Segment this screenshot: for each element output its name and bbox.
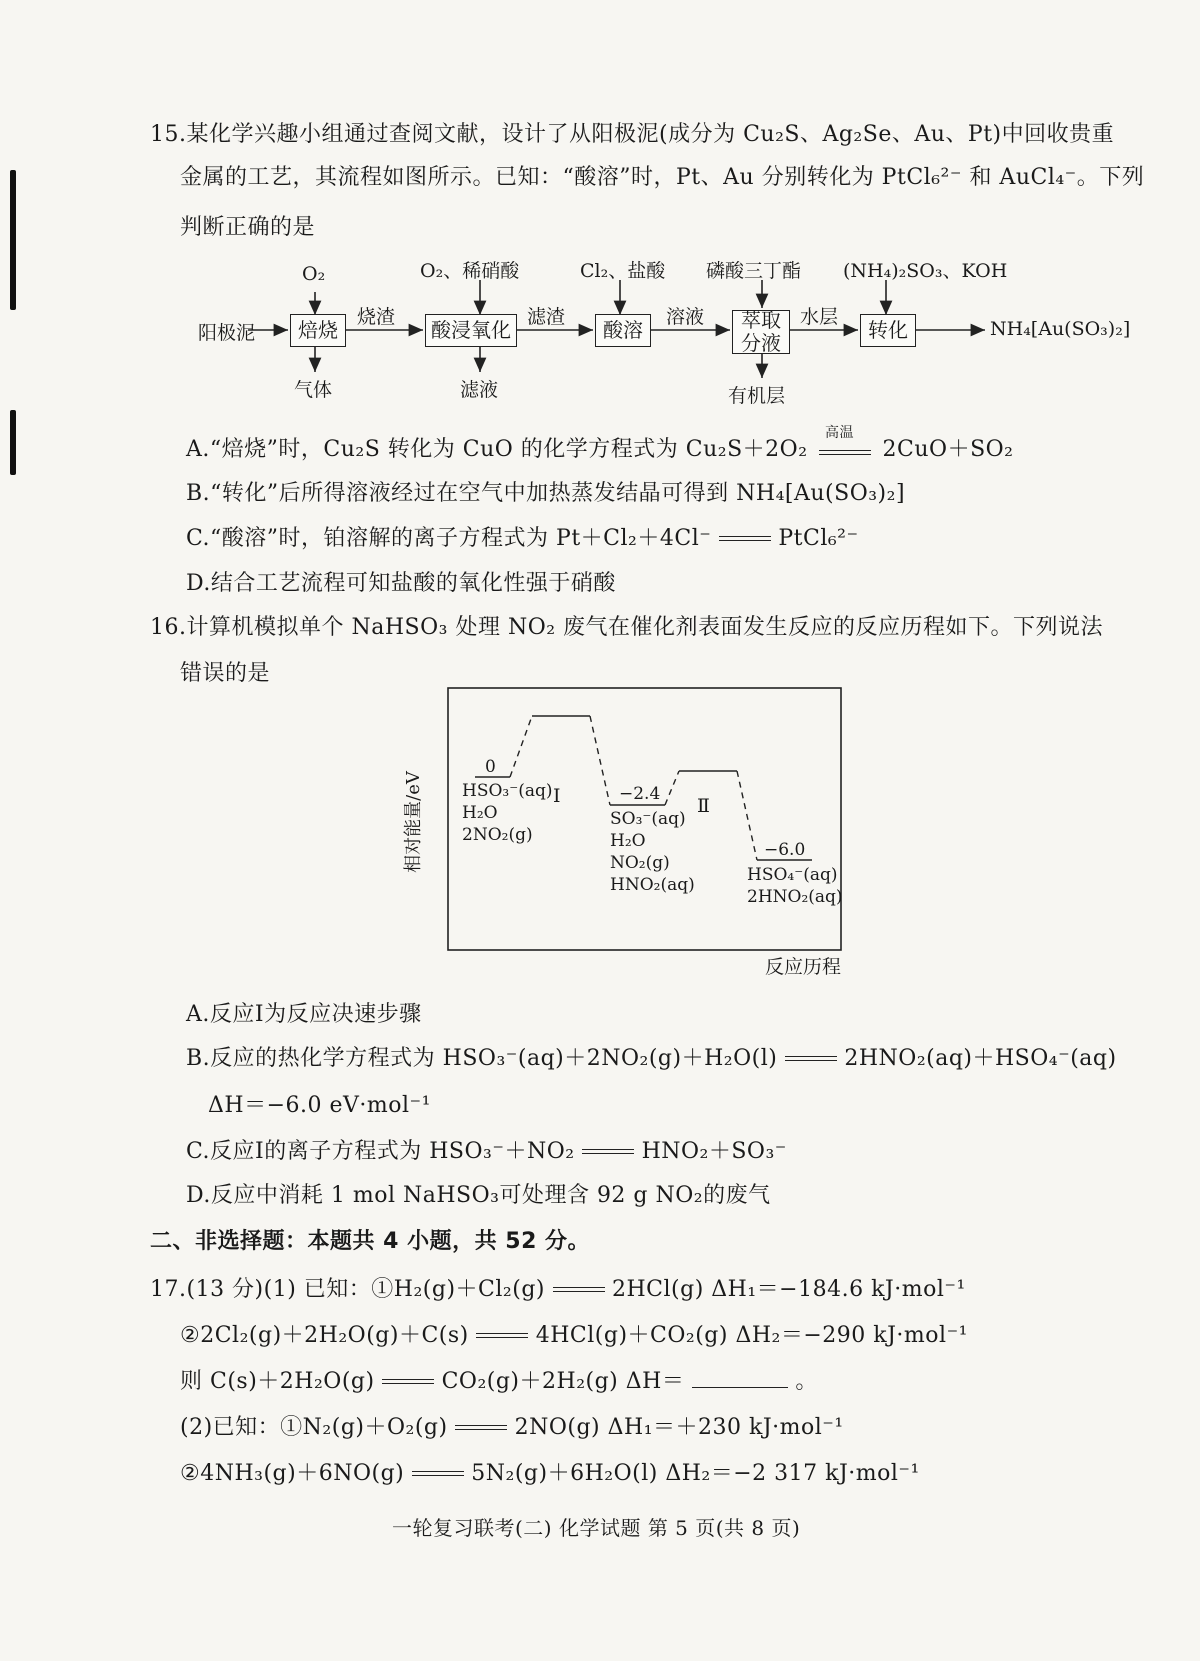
q15-option-b: B.“转化”后所得溶液经过在空气中加热蒸发结晶可得到 NH₄[Au(SO₃)₂] — [186, 481, 906, 506]
q17-line3-rhs: CO₂(g)＋2H₂(g) ΔH＝ — [441, 1369, 685, 1394]
flow-arrow1-label: 烧渣 — [357, 306, 396, 328]
flow-step3-input: Cl₂、盐酸 — [580, 260, 666, 282]
q16-option-b-rhs: 2HNO₂(aq)＋HSO₄⁻(aq) — [844, 1046, 1117, 1071]
species: H₂O — [462, 803, 498, 823]
flow-step5-input: (NH₄)₂SO₃、KOH — [843, 260, 1008, 282]
q15-line2: 金属的工艺，其流程如图所示。已知：“酸溶”时，Pt、Au 分别转化为 PtCl₆²⁻ 和 AuCl₄⁻。下列 — [180, 165, 1145, 190]
q15-option-a-rhs: 2CuO＋SO₂ — [882, 437, 1014, 462]
equals-sign — [553, 1285, 605, 1295]
flow-step1-output: 气体 — [294, 379, 333, 401]
q17-line2-rhs: 4HCl(g)＋CO₂(g) ΔH₂＝−290 kJ·mol⁻¹ — [535, 1323, 968, 1348]
species: HSO₃⁻(aq) — [462, 781, 553, 801]
state2-species — [747, 864, 843, 908]
flow-step-conversion: 转化 — [860, 314, 916, 347]
q16-option-c-rhs: HNO₂＋SO₃⁻ — [641, 1139, 787, 1164]
q15-option-a-lhs: A.“焙烧”时，Cu₂S 转化为 CuO 的化学方程式为 Cu₂S＋2O₂ — [186, 437, 808, 462]
q16-option-b-lhs: B.反应的热化学方程式为 HSO₃⁻(aq)＋2NO₂(g)＋H₂O(l) — [186, 1046, 778, 1071]
level1-value: −2.4 — [619, 784, 661, 804]
q15-option-d: D.结合工艺流程可知盐酸的氧化性强于硝酸 — [186, 571, 616, 596]
flow-arrow4-label: 水层 — [800, 306, 839, 328]
flow-step-roast: 焙烧 — [290, 314, 346, 347]
flow-step-acid-leach: 酸浸氧化 — [425, 314, 517, 347]
flow-start: 阳极泥 — [198, 322, 256, 344]
flow-step4-line1: 萃取 — [741, 308, 781, 332]
q16-option-d: D.反应中消耗 1 mol NaHSO₃可处理含 92 g NO₂的废气 — [186, 1183, 771, 1208]
equals-sign — [455, 1423, 507, 1433]
q16-option-a: A.反应Ⅰ为反应决速步骤 — [186, 1002, 422, 1027]
q17-line3 — [180, 1364, 818, 1395]
flow-step4-line2: 分液 — [741, 331, 781, 355]
state0-species — [462, 780, 552, 846]
q17-line5-lhs: ②4NH₃(g)＋6NO(g) — [180, 1461, 405, 1486]
q15-line3: 判断正确的是 — [180, 215, 316, 240]
species: SO₃⁻(aq) — [610, 809, 686, 829]
step-label-1: Ⅰ — [553, 785, 561, 807]
flow-arrow3-label: 溶液 — [666, 306, 705, 328]
q15-option-c-rhs: PtCl₆²⁻ — [778, 526, 859, 551]
q15-option-c-lhs: C.“酸溶”时，铂溶解的离子方程式为 Pt＋Cl₂＋4Cl⁻ — [186, 526, 712, 551]
species: H₂O — [610, 831, 646, 851]
flow-step4-input: 磷酸三丁酯 — [706, 260, 802, 282]
flow-product: NH₄[Au(SO₃)₂] — [990, 318, 1131, 340]
q16-option-b-dh: ΔH＝−6.0 eV·mol⁻¹ — [208, 1093, 431, 1118]
species: NO₂(g) — [610, 853, 670, 873]
species: 2HNO₂(aq) — [747, 887, 843, 907]
q17-line5 — [180, 1456, 920, 1487]
equals-sign — [476, 1331, 528, 1341]
flow-step4-output: 有机层 — [728, 385, 786, 407]
q17-line1 — [150, 1272, 966, 1303]
flow-step2-output: 滤液 — [460, 379, 499, 401]
q16-line1: 16.计算机模拟单个 NaHSO₃ 处理 NO₂ 废气在催化剂表面发生反应的反应历程如下。下列说法 — [150, 615, 1104, 640]
step-label-2: Ⅱ — [697, 795, 710, 817]
condition-text: 高温 — [825, 425, 855, 441]
q16-option-c — [186, 1134, 787, 1165]
level2-value: −6.0 — [764, 840, 806, 860]
state1-species — [610, 808, 695, 896]
flow-step2-input: O₂、稀硝酸 — [420, 260, 520, 282]
q15-line1: 15.某化学兴趣小组通过查阅文献，设计了从阳极泥(成分为 Cu₂S、Ag₂Se、Au、Pt)中回收贵重 — [150, 122, 1115, 147]
q17-line1-lhs: 17.(13 分)(1) 已知：①H₂(g)＋Cl₂(g) — [150, 1277, 545, 1302]
flow-arrow2-label: 滤渣 — [527, 306, 566, 328]
section-heading: 二、非选择题：本题共 4 小题，共 52 分。 — [150, 1229, 591, 1254]
equals-sign — [785, 1054, 837, 1064]
flow-step-acid-dissolve: 酸溶 — [595, 314, 651, 347]
species: HSO₄⁻(aq) — [747, 865, 838, 885]
equals-sign — [582, 1147, 634, 1157]
q17-line2-lhs: ②2Cl₂(g)＋2H₂O(g)＋C(s) — [180, 1323, 469, 1348]
diagram-ylabel: 相对能量/eV — [402, 771, 424, 873]
q17-line3-lhs: 则 C(s)＋2H₂O(g) — [180, 1369, 375, 1394]
q16-line2: 错误的是 — [180, 661, 271, 686]
q17-line1-rhs: 2HCl(g) ΔH₁＝−184.6 kJ·mol⁻¹ — [612, 1277, 966, 1302]
q17-line5-rhs: 5N₂(g)＋6H₂O(l) ΔH₂＝−2 317 kJ·mol⁻¹ — [471, 1461, 920, 1486]
diagram-xlabel: 反应历程 — [765, 956, 842, 978]
answer-blank[interactable] — [692, 1369, 788, 1388]
q17-line4 — [180, 1410, 844, 1441]
q17-line3-end: 。 — [795, 1369, 818, 1394]
flow-step1-input: O₂ — [302, 263, 326, 285]
q16-option-c-lhs: C.反应Ⅰ的离子方程式为 HSO₃⁻＋NO₂ — [186, 1139, 575, 1164]
page-footer: 一轮复习联考(二) 化学试题 第 5 页(共 8 页) — [392, 1516, 801, 1540]
q17-line4-lhs: (2)已知：①N₂(g)＋O₂(g) — [180, 1415, 448, 1440]
q17-line4-rhs: 2NO(g) ΔH₁＝＋230 kJ·mol⁻¹ — [514, 1415, 844, 1440]
species: 2NO₂(g) — [462, 825, 533, 845]
q16-option-b — [186, 1041, 1117, 1072]
species: HNO₂(aq) — [610, 875, 695, 895]
equals-sign — [412, 1469, 464, 1479]
q17-line2 — [180, 1318, 968, 1349]
level0-value: 0 — [485, 757, 496, 777]
equals-sign — [382, 1377, 434, 1387]
